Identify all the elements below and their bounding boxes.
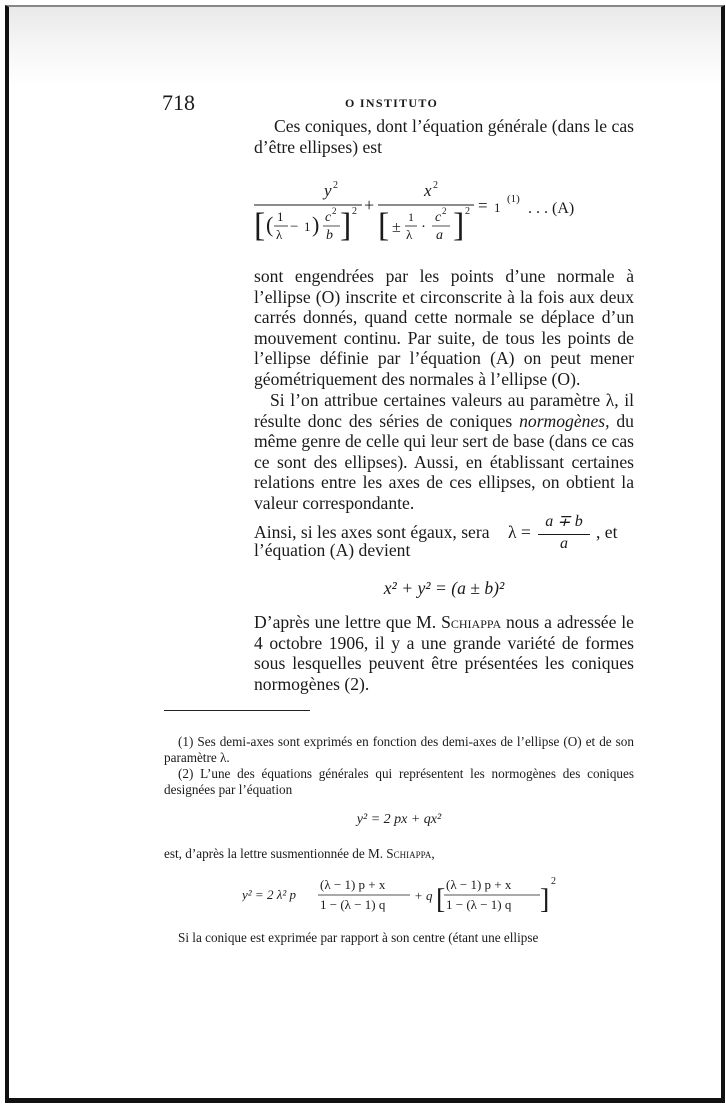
paragraph-4 (254, 512, 634, 560)
paragraph-3-text-before: Si l’on attribue certaines valeurs au paramètre λ, il résulte donc des séries de coniques (254, 390, 634, 431)
paragraph-3 (254, 390, 634, 514)
footnote-est-line (164, 846, 634, 862)
running-head: O INSTITUTO (345, 96, 439, 110)
paragraph-1: Ces coniques, dont l’équation générale (dans le cas d’être ellipses) est (254, 116, 634, 157)
eq-long-lhs: y² = 2 λ² p (242, 887, 296, 902)
eq-a-bracket-right-2: ] (453, 207, 465, 244)
paragraph-4-frac-den: a (560, 535, 568, 552)
eq-a-c-2: c (435, 210, 442, 225)
eq-a-pm: ± (392, 219, 401, 236)
equation-circle: x² + y² = (a ± b)² (383, 578, 505, 598)
eq-a-y: y (324, 181, 332, 200)
eq-a-minus: − (290, 219, 299, 235)
eq-a-bracket-left-2: [ (378, 207, 390, 244)
eq-a-x-exp: 2 (433, 180, 438, 191)
eq-a-one-num-2: 1 (408, 210, 414, 224)
paragraph-4-lead: Ainsi, si les axes sont égaux, sera (254, 522, 490, 542)
paragraph-5-after: nous a adressée le 4 octobre 1906, il y a une grande variété de formes sous lesquelles peuvent être présentées les coniques normogènes (2). (254, 612, 634, 694)
eq-long-den-2: 1 − (λ − 1) q (446, 897, 512, 912)
eq-a-sq-1: 2 (352, 206, 357, 217)
paragraph-4-frac-num: a ∓ b (545, 513, 583, 530)
page-number: 718 (162, 90, 195, 115)
eq-a-b: b (326, 228, 333, 243)
eq-a-x: x (424, 181, 432, 200)
eq-a-lambda-2: λ (406, 227, 413, 242)
eq-a-bracket-left: [ (254, 207, 266, 244)
eq-a-rhs: 1 (494, 200, 501, 215)
paragraph-2: sont engendrées par les points d’une normale à l’ellipse (O) inscrite et circonscrite à la fois aux deux carrés donnés, quand cette normale se déplace d’un mouvement continu. Par suite, de tous les points de l’ellipse définie par l’équation (A) on peut mener géométriquement des normales à l’ellipse (O). (254, 266, 634, 389)
footnote-last-line: Si la conique est exprimée par rapport à son centre (étant une ellipse (178, 930, 539, 945)
eq-a-a: a (436, 228, 443, 243)
eq-long-bracket-right: ] (540, 884, 550, 915)
eq-a-paren-left: ( (266, 212, 274, 237)
footnote-est-after: , (431, 846, 435, 861)
eq-a-one-num: 1 (277, 209, 284, 224)
footnote-est-before: est, d’après la lettre susmentionnée de M. (164, 846, 387, 861)
footnote-2: (2) L’une des équations générales qui représentent les normogènes des coniques designées par l’équation (164, 766, 634, 797)
paragraph-4-lambda-eq: λ = (508, 522, 531, 542)
paragraph-4-after: , et (596, 522, 618, 542)
eq-a-plus: + (364, 195, 375, 215)
eq-a-y-exp: 2 (333, 180, 338, 191)
eq-long-bracket-left: [ (436, 884, 446, 915)
paragraph-3-text-after: du même genre de celle qui leur sert de base (dans ce cas ce sont des ellipses). Aussi, en établissant certaines relations entre les axes de ces ellipses, on obtient la valeur correspondante. (254, 410, 634, 513)
eq-a-c-1: c (325, 210, 332, 225)
equation-parabola: y² = 2 px + qx² (356, 812, 442, 827)
eq-a-c-exp-1: 2 (332, 206, 337, 216)
eq-long-sq: 2 (551, 876, 556, 887)
eq-a-equals: = (478, 196, 488, 215)
paragraph-4-line2: l’équation (A) devient (254, 540, 411, 560)
footnote-rule (164, 710, 310, 711)
eq-a-label: . . . (A) (528, 200, 575, 217)
eq-long-den-1: 1 − (λ − 1) q (320, 897, 386, 912)
eq-a-footref: (1) (507, 193, 520, 205)
page-header (0, 90, 726, 114)
paragraph-3-italic: normogènes, (519, 410, 610, 431)
paragraph-5-name: Schiappa (441, 612, 502, 632)
eq-long-num-2: (λ − 1) p + x (446, 877, 512, 892)
eq-a-paren-right: ) (312, 212, 320, 237)
eq-a-bracket-right: ] (340, 207, 352, 244)
eq-long-plus-q: + q (414, 888, 433, 903)
paragraph-5 (254, 612, 634, 694)
footnote-est-name: Schiappa (386, 846, 432, 861)
eq-a-sq-2: 2 (465, 206, 470, 217)
paragraph-5-before: D’après une lettre que M. (254, 612, 442, 632)
eq-a-one: 1 (304, 219, 311, 234)
equation-a (252, 178, 632, 258)
footnote-1: (1) Ses demi-axes sont exprimés en fonction des demi-axes de l’ellipse (O) et de son paramètre λ. (164, 734, 634, 765)
eq-a-c-exp-2: 2 (442, 206, 447, 216)
eq-a-dot: · (421, 219, 426, 235)
equation-long (242, 872, 572, 920)
eq-a-lambda-1: λ (276, 227, 283, 242)
eq-long-num-1: (λ − 1) p + x (320, 877, 386, 892)
